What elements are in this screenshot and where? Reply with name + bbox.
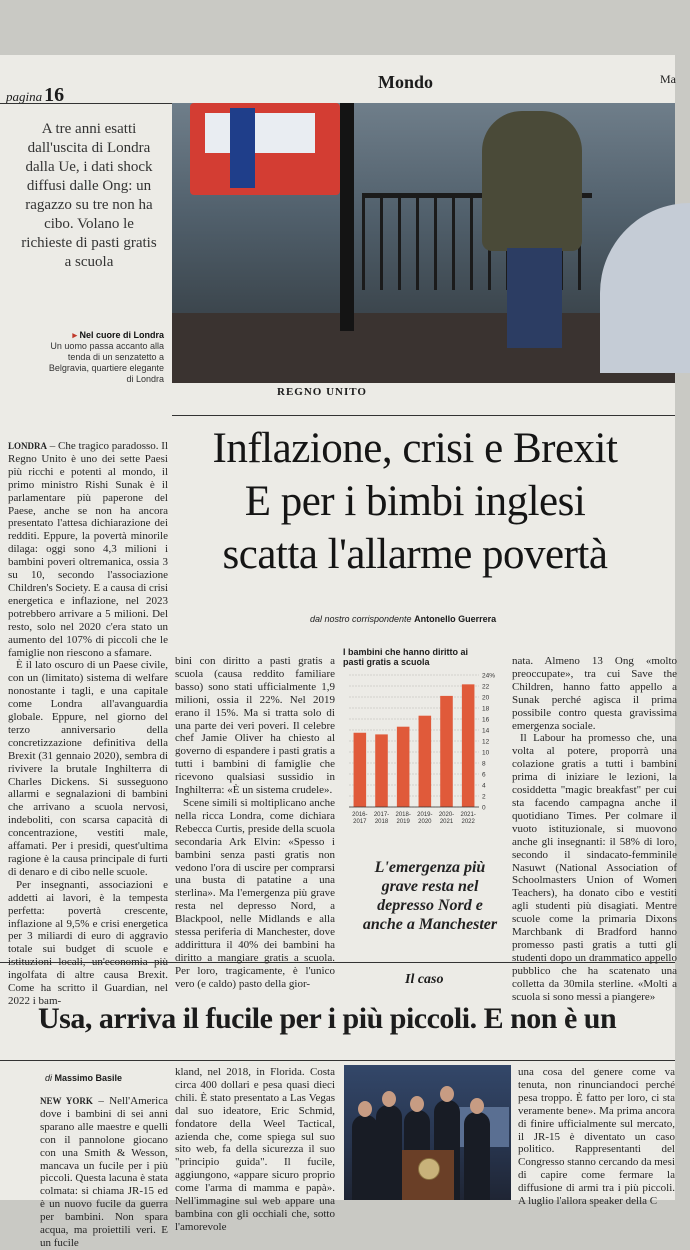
article-column-1	[8, 440, 169, 1007]
article-paragraph	[8, 440, 168, 659]
congress-photo	[344, 1065, 511, 1200]
pull-quote: L'emergenza più grave resta nel depresso Nord e anche a Manchester	[362, 859, 498, 933]
page-header	[0, 70, 675, 104]
second-author: Massimo Basile	[54, 1073, 123, 1083]
headline	[180, 422, 650, 581]
caption-title: ▸ Nel cuore di Londra	[72, 330, 164, 340]
chart-y-tick: 2	[482, 793, 486, 801]
chart-x-tick: 2020-	[438, 812, 455, 818]
chart-y-tick: 0	[482, 804, 486, 812]
chart-y-tick: 6	[482, 771, 486, 779]
photo-person	[352, 1115, 378, 1200]
dateline: NEW YORK	[40, 1096, 93, 1106]
chart-bar	[375, 734, 388, 807]
photo-person	[464, 1112, 490, 1200]
photo-person	[376, 1105, 402, 1200]
masthead-fragment: Ma	[660, 72, 676, 86]
chart-bar	[397, 727, 410, 807]
photo-pole	[340, 103, 354, 331]
page-number-value: 16	[44, 84, 65, 106]
chart-x-tick: 2019	[396, 819, 410, 825]
chart-plot	[343, 669, 508, 829]
article-column-2	[175, 655, 335, 990]
second-column-2	[175, 1066, 335, 1233]
chart-title: I bambini che hanno diritto ai pasti gratis a scuola	[343, 647, 469, 667]
photo-pedestrian	[482, 111, 582, 251]
article-paragraph: Per insegnanti, associazioni e addetti ai lavori, è la tempesta perfetta: povertà crescente, inflazione al 9,5% e crisi energetica per 3 miliardi di euro di aggravio totale sui budget di scuole e istituzioni locali, un'economia più ingolfata di altre causa Brexit. Come ha scritto il Guardian, nel 2022 i bam-	[8, 878, 168, 1007]
second-headline: Usa, arriva il fucile per i più piccoli. E non è un	[38, 1002, 617, 1035]
poverty-chart	[343, 647, 508, 829]
second-column-1	[40, 1095, 168, 1249]
chart-x-tick: 2021	[439, 819, 454, 825]
byline-prefix: di	[45, 1073, 53, 1083]
chart-bar	[440, 696, 453, 807]
headline-line-3: scatta l'allarme povertà	[222, 531, 608, 578]
chart-y-tick: 14	[482, 727, 490, 735]
chart-x-tick: 2019-	[417, 812, 433, 818]
headline-line-2: E per i bimbi inglesi	[244, 478, 586, 525]
chart-x-tick: 2022	[461, 819, 475, 825]
photo-tent	[600, 203, 690, 373]
article-paragraph: nata. Almeno 13 Ong «molto preoccupate», tra cui Save the Children, hanno fatto appello a Sunak perché agisca il prima possibile contro questa gravissima emergenza sociale.	[512, 655, 677, 732]
byline-author: Antonello Guerrera	[414, 614, 497, 624]
kicker-rule	[172, 415, 675, 416]
story-divider	[0, 962, 675, 963]
chart-x-tick: 2017-	[373, 812, 390, 818]
chart-bar	[462, 684, 475, 807]
article-paragraph: Scene simili si moltiplicano anche nella ricca Londra, come dichiara Rebecca Curtis, preside della scuola secondaria Ark Elvin: «Spesso i bambini senza pasti gratis non vedono l'ora di uscire per comprarsi una busta di patatine a una sterlina». Ma l'emergenza più grave resta nel depresso Nord, a Blackpool, nelle Midlands e alla stessa periferia di Manchester, dove addirittura il 40% dei bambini ha diritto a mangiare gratis a scuola. Per loro, tragicamente, è l'unico vero (e caldo) pasto della gior-	[175, 796, 335, 990]
article-paragraph: È il lato oscuro di un Paese civile, con un (limitato) sistema di welfare nonostante i tagli, e una capitale come Londra all'avanguardia globale. Eppure, nel giorno del terzo anniversario della concretizzazione definitiva della Brexit (31 gennaio 2020), sembra di rivivere la brutale Inghilterra di Charles Dickens. Si susseguono allarmi e segnalazioni di bambini che arrivano a scuola nervosi, indeboliti, con scarsa capacità di concentrazione, vestiti male, affamati. Per i presidi, quest'ultima ragione è la causa principale di furti di denaro e di cibo nelle scuole.	[8, 659, 168, 878]
second-column-4	[518, 1066, 676, 1208]
photo-caption	[40, 330, 164, 385]
chart-y-tick: 4	[482, 782, 486, 790]
kicker: REGNO UNITO	[277, 386, 367, 398]
chart-y-tick: 12	[482, 738, 490, 746]
section-label-il-caso: Il caso	[405, 972, 444, 987]
section-name: Mondo	[378, 72, 434, 92]
chart-y-tick: 22	[482, 683, 490, 691]
chart-y-tick: 20	[482, 694, 490, 702]
lead-summary: A tre anni esatti dall'uscita di Londra dalla Ue, i dati shock diffusi dalle Ong: un ragazzo su tre non ha cibo. Volano le richieste di pasti gratis a scuola	[21, 121, 157, 270]
chart-y-tick: 24%	[482, 672, 496, 680]
byline-prefix: dal nostro corrispondente	[310, 614, 412, 624]
chart-x-tick: 2017	[353, 819, 367, 825]
paragraph-text: – Che tragico paradosso. Il Regno Unito è uno dei sette Paesi più ricchi e potenti al mondo, il primo ministro Rishi Sunak è il parlamentare più paperone del Paese, anche se non ha ancora presentato l'attesa dichiarazione dei redditi. Eppure, la povertà minorile dilaga: oggi sono 4,3 milioni i bambini poveri oltremanica, ossia 3 su 10, secondo l'associazione Children's Society. E a causa di crisi energetica e inflazione, nel 2023 potrebbero arrivare a 5 milioni. Del resto, solo nel 2020 c'era stato un aumento del 107% di piccoli che le famiglie non riescono a sfamare.	[8, 440, 169, 659]
dateline: LONDRA	[8, 441, 48, 451]
paragraph-text: – Nell'America dove i bambini di sei anni sparano alle maestre e quelli con il pannolone giocano con una Smith & Wesson, mancava un fucile per i più piccoli. Questa lacuna è stata colmata: si chiama JR-15 ed è un nuovo fucile da guerra per bambini. Non spara acqua, ma proiettili veri. E un fucile	[40, 1095, 168, 1249]
article-paragraph: kland, nel 2018, in Florida. Costa circa 400 dollari e pesa quasi dieci chili. È stato presentato a Las Vegas dal suo ideatore, Eric Schmid, fondatore della Weel Tactical, azienda che, come spiega sul suo sito web, fa della sicurezza il suo "principio guida". Il fucile, aggiungono, «appare sicuro proprio come l'arma di mamma e papà». Nell'immagine sul web appare una bambina con gli occhiali che, sotto l'amorevole	[175, 1066, 335, 1233]
chart-bar	[354, 733, 367, 807]
lead-photo	[172, 103, 675, 381]
photo-bus	[190, 103, 340, 195]
article-paragraph: una cosa del genere come va tenuta, non rinunciandoci perché pesa troppo. È fatto per loro, ci sta veramente bene». Ma prima ancora di finire ufficialmente sul mercato, il JR-15 è diventato un caso politico. Rappresentanti del Congresso stanno cercando da mesi di capire come fermare la diffusione di armi tra i più piccoli. A luglio l'allora speaker della C	[518, 1066, 676, 1208]
article-paragraph: Il Labour ha promesso che, una volta al potere, proporrà una colazione gratis a tutti i bambini prima di iniziare le lezioni, la cosiddetta "magic breakfast" per cui sta facendo campagna anche il quotidiano Times. Per colmare il vuoto istituzionale, si muovono anche gli insegnanti: il 58% di loro, secondo il sindacato-femminile Nasuwt (National Association of Schoolmasters Union of Women Teachers), ha donato cibo e vestiti agli studenti più disagiati. Mentre scuole come la primaria Dixons Marchbank di Bradford hanno promesso pasti gratis a tutti gli studenti dopo un drammatico appello pubblico che ha scatenato una colletta da 30mila sterline. «Molti a scuola si sono messi a piangere»	[512, 732, 677, 1003]
chart-x-tick: 2021-	[460, 812, 476, 818]
chart-x-tick: 2016-	[352, 812, 368, 818]
article-paragraph	[40, 1095, 168, 1250]
chart-y-tick: 18	[482, 705, 490, 713]
chart-y-tick: 16	[482, 716, 490, 724]
chart-x-tick: 2018	[374, 819, 389, 825]
caption-text: Un uomo passa accanto alla tenda di un senzatetto a Belgravia, quartiere elegante di Londra	[48, 341, 164, 384]
page-label: pagina	[6, 89, 43, 104]
photo-pedestrian-legs	[507, 248, 562, 348]
chart-x-tick: 2018-	[395, 812, 411, 818]
headline-line-1: Inflazione, crisi e Brexit	[212, 425, 618, 472]
article-column-4	[512, 655, 677, 1003]
chart-y-tick: 10	[482, 749, 490, 757]
byline	[310, 614, 640, 624]
chart-x-tick: 2020	[418, 819, 432, 825]
chart-y-tick: 8	[482, 760, 486, 768]
article-paragraph: bini con diritto a pasti gratis a scuola (causa reddito familiare basso) sono stati ufficialmente 1,9 milioni, ossia il 22%. Nel 2019 erano il 15%. Ma si tratta solo di una parte dei veri poveri. Il celebre chef Jamie Oliver ha chiesto al governo di espandere i pasti gratis a tutti i bambini di famiglie che ricevono qualsiasi sussidio in Inghilterra: «È un sistema crudele».	[175, 655, 335, 797]
seal-icon	[418, 1158, 440, 1180]
second-headline-rule	[0, 1060, 675, 1061]
second-byline	[45, 1073, 122, 1083]
chart-bar	[419, 716, 432, 807]
